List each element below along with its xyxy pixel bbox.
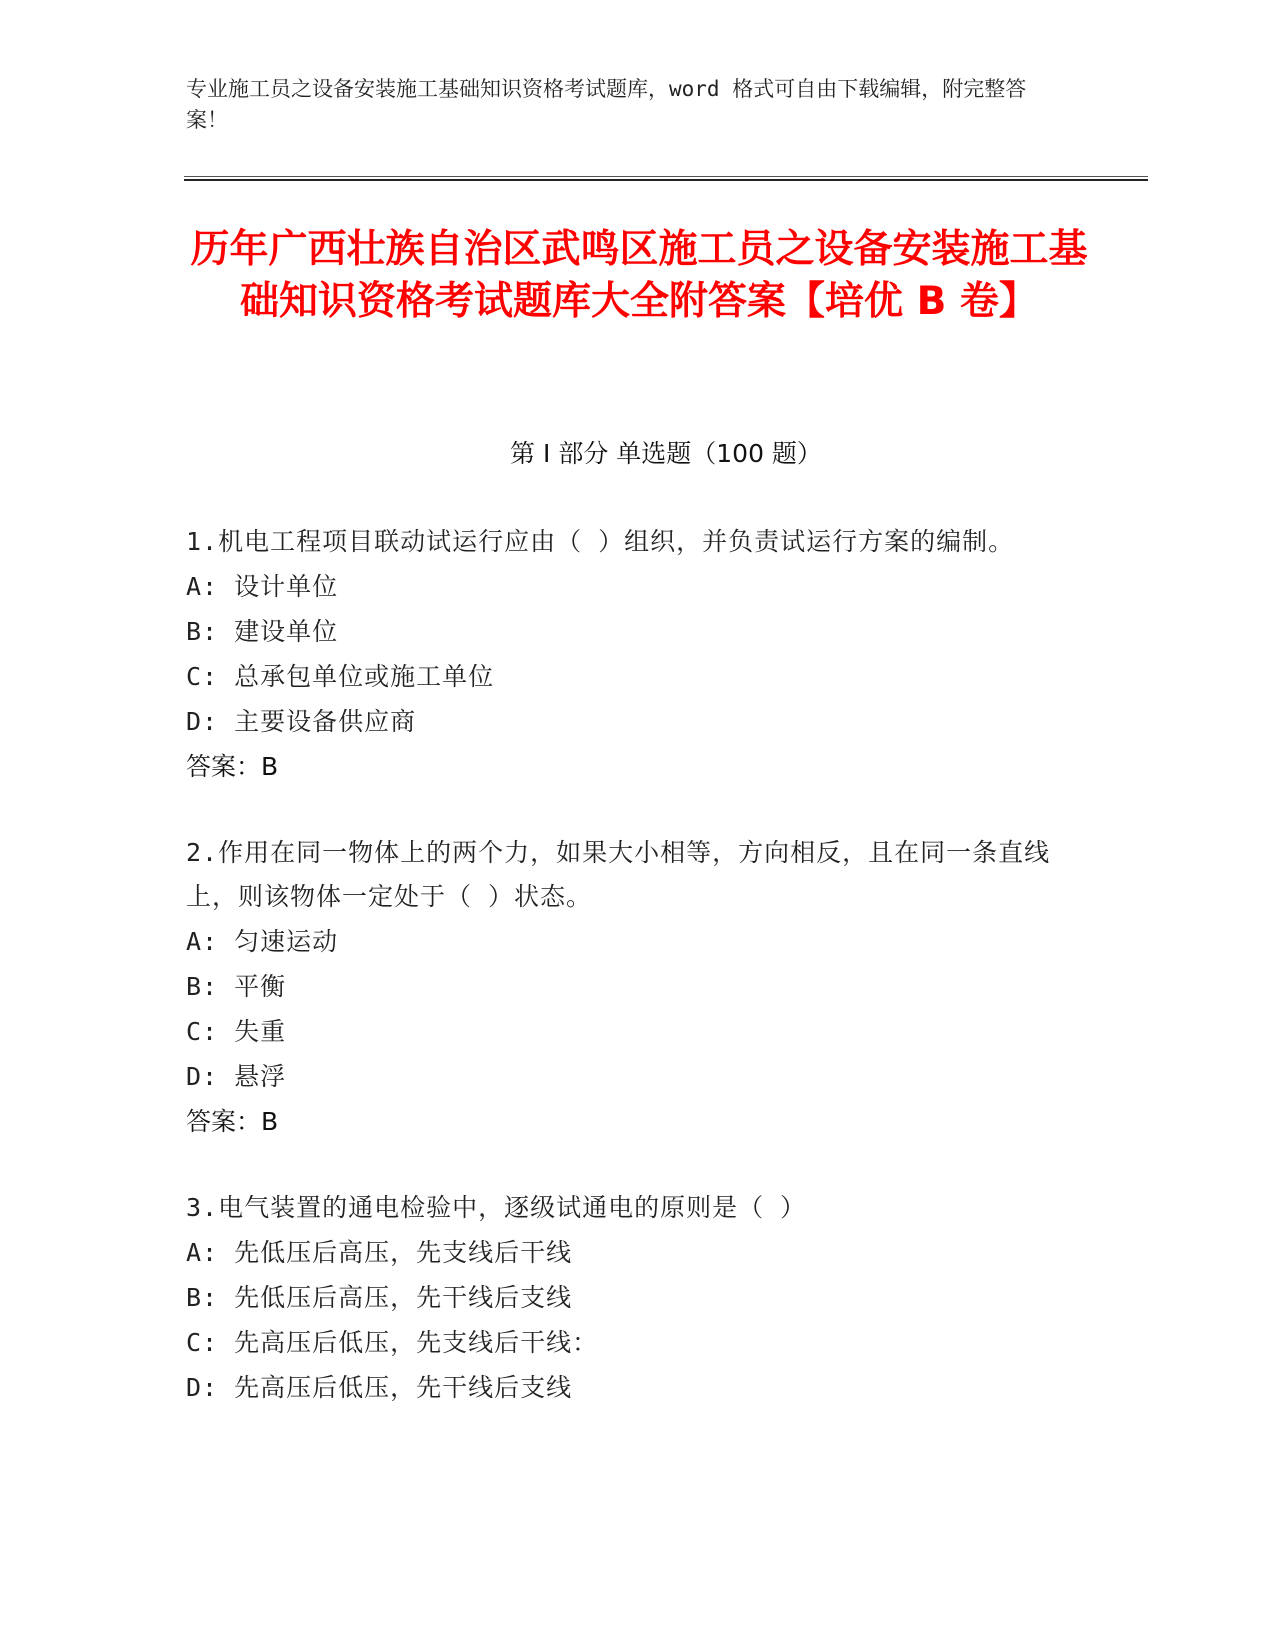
question-stem: 3.电气装置的通电检验中，逐级试通电的原则是（ ） [186, 1193, 807, 1222]
option-d: D: 悬浮 [186, 1062, 287, 1091]
option-c: C: 总承包单位或施工单位 [186, 662, 495, 691]
option-d: D: 先高压后低压，先干线后支线 [186, 1373, 573, 1402]
option-c: C: 失重 [186, 1017, 287, 1046]
question-stem: 1.机电工程项目联动试运行应由（ ）组织，并负责试运行方案的编制。 [186, 527, 1015, 556]
section-heading: 第 I 部分 单选题（100 题） [510, 439, 822, 468]
option-b: B: 先低压后高压，先干线后支线 [186, 1283, 573, 1312]
header-divider [184, 176, 1148, 181]
question-3 [186, 1186, 1086, 1410]
option-b: B: 建设单位 [186, 617, 339, 646]
question-stem: 2.作用在同一物体上的两个力，如果大小相等，方向相反，且在同一条直线上，则该物体一定处于（ ）状态。 [186, 838, 1051, 911]
option-d: D: 主要设备供应商 [186, 707, 417, 736]
question-list [186, 520, 1086, 1452]
answer: 答案：B [186, 752, 279, 781]
question-2 [186, 831, 1086, 1144]
header-note: 专业施工员之设备安装施工基础知识资格考试题库，word 格式可自由下载编辑，附完整答案！ [186, 77, 1027, 132]
option-a: A: 设计单位 [186, 572, 339, 601]
question-1 [186, 520, 1086, 789]
option-b: B: 平衡 [186, 972, 287, 1001]
answer: 答案：B [186, 1107, 279, 1136]
option-a: A: 匀速运动 [186, 927, 339, 956]
option-c: C: 先高压后低压，先支线后干线： [186, 1328, 599, 1357]
option-a: A: 先低压后高压，先支线后干线 [186, 1238, 573, 1267]
document-title: 历年广西壮族自治区武鸣区施工员之设备安装施工基础知识资格考试题库大全附答案【培优 B 卷】 [190, 227, 1088, 324]
